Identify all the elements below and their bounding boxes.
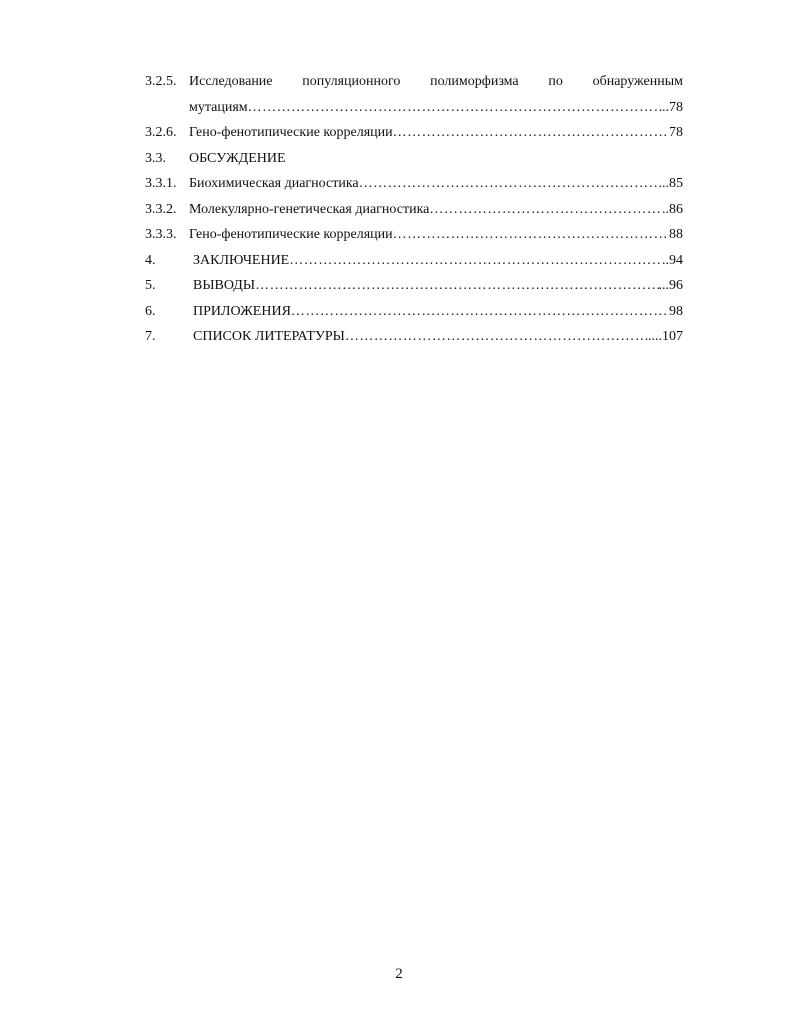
toc-entry-page: ....107 (648, 329, 683, 344)
toc-entry-3-2-5 (145, 69, 683, 95)
toc-entry-7 (145, 324, 683, 350)
toc-entry-number: 3.3.2. (145, 201, 177, 217)
toc-entry-3-3-1 (145, 171, 683, 197)
toc-entry-page: 88 (669, 227, 683, 242)
toc-entry-page: ...96 (658, 278, 683, 293)
leader-dots (429, 197, 662, 223)
leader-dots (255, 273, 658, 299)
toc-entry-title (189, 69, 683, 95)
toc-entry-page: ...85 (658, 176, 683, 191)
toc-entry-title: Гено-фенотипические корреляции (189, 227, 393, 242)
toc-entry-title: ОБСУЖДЕНИЕ (189, 150, 286, 166)
toc-entry-line (189, 120, 683, 146)
toc-entry-title: Биохимическая диагностика (189, 176, 359, 191)
toc-entry-number: 3.2.6. (145, 125, 177, 140)
toc-entry-line (193, 273, 683, 299)
toc-entry-number: 3.3.1. (145, 176, 177, 191)
toc-entry-number: 4. (145, 252, 156, 268)
toc-title-word: обнаруженным (592, 74, 684, 89)
toc-entry-title: СПИСОК ЛИТЕРАТУРЫ (193, 329, 345, 344)
toc-entry-line (189, 222, 683, 248)
page-number: 2 (395, 966, 403, 982)
toc-entry-line (189, 95, 683, 121)
toc-entry-5 (145, 273, 683, 299)
toc-entry-page: ..86 (662, 201, 683, 217)
leader-dots (248, 95, 662, 121)
toc-entry-4 (145, 248, 683, 274)
toc-entry-title: ЗАКЛЮЧЕНИЕ (193, 252, 290, 268)
toc-entry-number: 5. (145, 278, 156, 293)
toc-entry-line (193, 248, 683, 274)
toc-title-word: по (548, 74, 563, 89)
toc-entry-number: 7. (145, 329, 156, 344)
toc-entry-line (189, 171, 683, 197)
toc-entry-page: ..94 (662, 252, 683, 268)
leader-dots (393, 222, 669, 248)
toc-entry-page: ..78 (662, 99, 683, 115)
toc-entry-page: 98 (669, 303, 683, 319)
toc-title-word: Исследование (189, 74, 273, 89)
leader-dots (393, 120, 669, 146)
toc-entry-line (193, 299, 683, 325)
toc-entry-title: ПРИЛОЖЕНИЯ (193, 303, 291, 319)
leader-dots (345, 324, 648, 350)
toc-entry-number: 6. (145, 303, 156, 319)
table-of-contents (145, 69, 683, 350)
leader-dots (289, 248, 662, 274)
leader-dots (359, 171, 659, 197)
toc-entry-3-2-6 (145, 120, 683, 146)
toc-title-word: популяционного (302, 74, 401, 89)
toc-entry-3-2-5-continuation (145, 95, 683, 121)
toc-entry-title: ВЫВОДЫ (193, 278, 256, 293)
toc-entry-line (193, 324, 683, 350)
toc-entry-6 (145, 299, 683, 325)
toc-entry-title-cont: мутациям (189, 99, 248, 115)
toc-entry-line (189, 197, 683, 223)
toc-entry-number: 3.3. (145, 150, 166, 166)
toc-title-word: полиморфизма (430, 74, 519, 89)
toc-entry-page: 78 (669, 125, 683, 140)
toc-entry-title: Молекулярно-генетическая диагностика (189, 201, 430, 217)
toc-entry-3-3 (145, 146, 683, 172)
toc-entry-number: 3.3.3. (145, 227, 177, 242)
leader-dots (291, 299, 669, 325)
toc-entry-title: Гено-фенотипические корреляции (189, 125, 393, 140)
toc-entry-number: 3.2.5. (145, 74, 177, 89)
toc-entry-3-3-3 (145, 222, 683, 248)
toc-entry-3-3-2 (145, 197, 683, 223)
